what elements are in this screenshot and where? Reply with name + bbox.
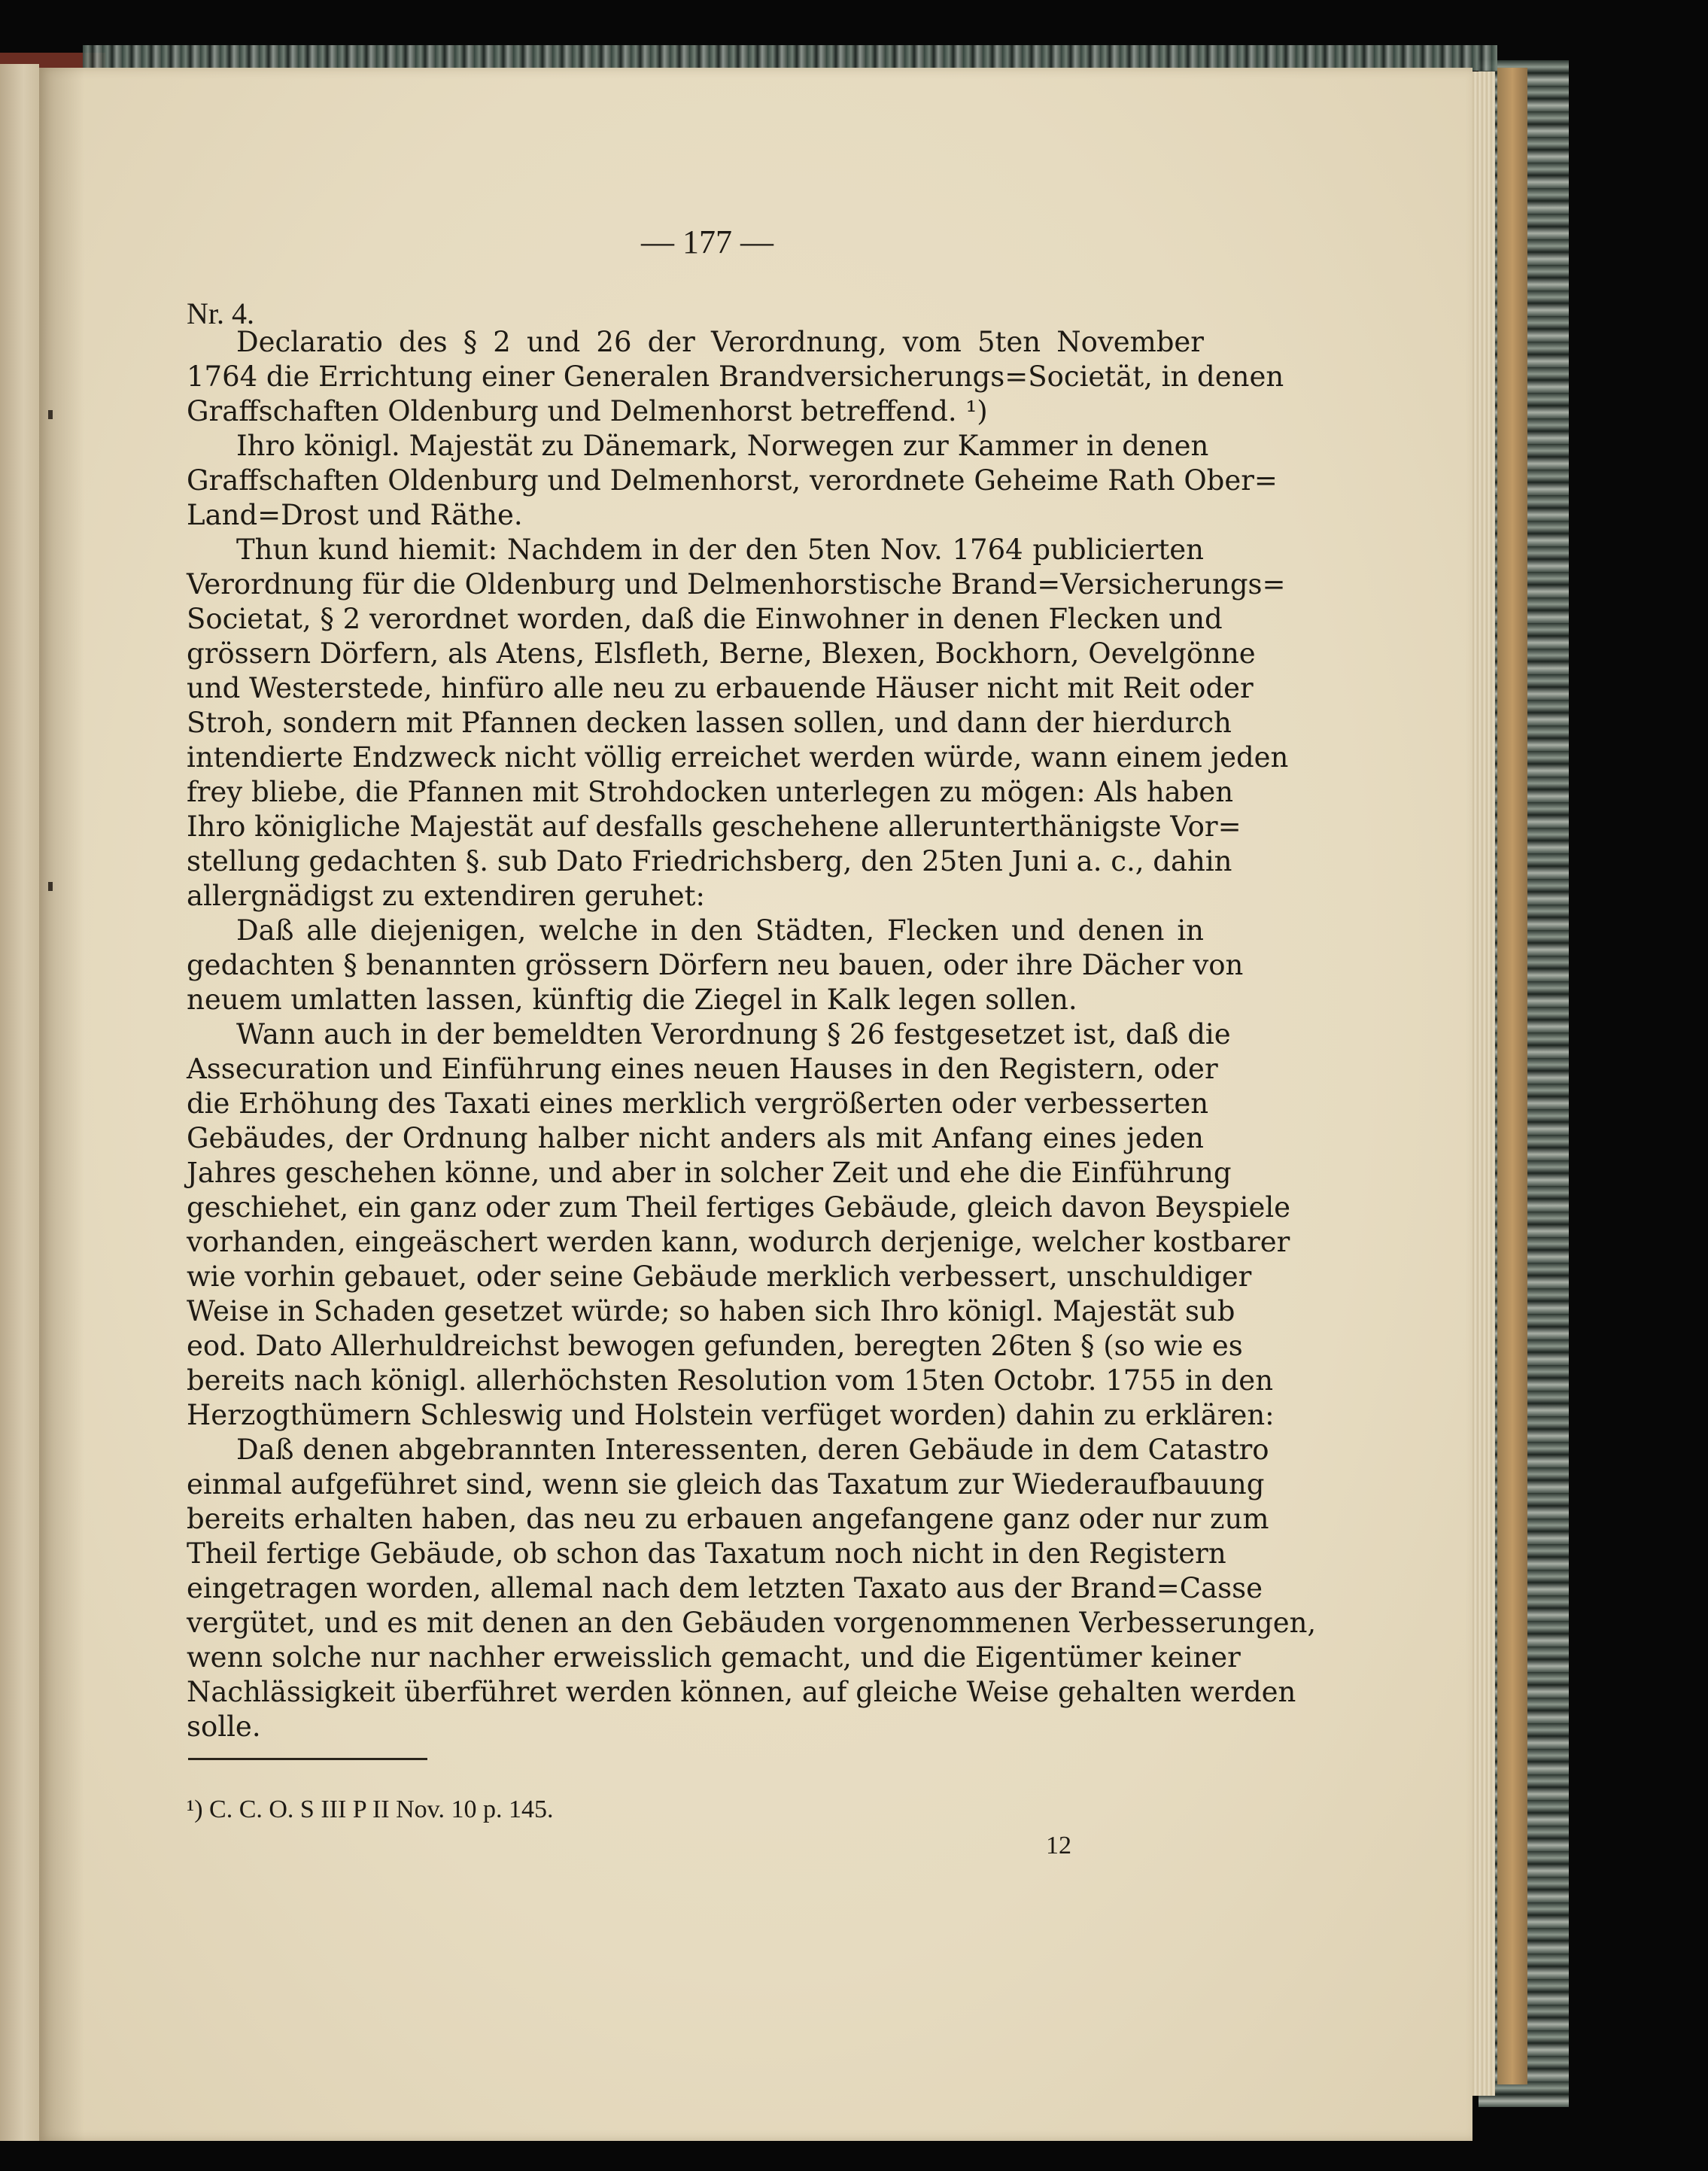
body-text	[187, 325, 1317, 1744]
text-line: neuem umlatten lassen, künftig die Ziegel in Kalk legen sollen.	[187, 984, 1077, 1016]
text-line: intendierte Endzweck nicht völlig erreichet werden würde, wann einem jeden	[187, 741, 1289, 774]
marbled-top-edge	[83, 45, 1497, 71]
text-line: Thun kund hiemit: Nachdem in der den 5ten Nov. 1764 publicierten	[236, 534, 1204, 566]
text-line: Verordnung für die Oldenburg und Delmenhorstische Brand=Versicherungs=	[187, 568, 1286, 601]
text-line: Herzogthümern Schleswig und Holstein verfüget worden) dahin zu erklären:	[187, 1399, 1275, 1431]
text-line: Theil fertige Gebäude, ob schon das Taxatum noch nicht in den Registern	[187, 1537, 1226, 1570]
text-line: Weise in Schaden gesetzet würde; so haben sich Ihro königl. Majestät sub	[187, 1295, 1235, 1327]
text-line: allergnädigst zu extendiren geruhet:	[187, 880, 705, 912]
text-line: bereits nach königl. allerhöchsten Resolution vom 15ten Octobr. 1755 in den	[187, 1364, 1274, 1397]
page-number: — 177 —	[641, 223, 773, 260]
text-line: Wann auch in der bemeldten Verordnung § 26 festgesetzet ist, daß die	[236, 1018, 1231, 1051]
cover-leather-edge	[1497, 68, 1527, 2084]
text-line: Jahres geschehen könne, und aber in solcher Zeit und ehe die Einführung	[187, 1157, 1232, 1189]
text-line: gedachten § benannten grössern Dörfern neu bauen, oder ihre Dächer von	[187, 949, 1244, 981]
text-line: solle.	[187, 1710, 261, 1743]
text-line: Assecuration und Einführung eines neuen Hauses in den Registern, oder	[187, 1053, 1218, 1085]
text-line: Gebäudes, der Ordnung halber nicht anders als mit Anfang eines jeden	[187, 1122, 1204, 1154]
text-line: Graffschaften Oldenburg und Delmenhorst, verordnete Geheime Rath Ober=	[187, 464, 1278, 497]
text-line: und Westerstede, hinfüro alle neu zu erbauende Häuser nicht mit Reit oder	[187, 672, 1254, 704]
text-line: die Erhöhung des Taxati eines merklich vergrößerten oder verbesserten	[187, 1087, 1209, 1120]
margin-mark	[48, 882, 53, 891]
text-line: Nachlässigkeit überführet werden können, auf gleiche Weise gehalten werden	[187, 1676, 1296, 1708]
text-line: bereits erhalten haben, das neu zu erbauen angefangene ganz oder nur zum	[187, 1503, 1269, 1535]
text-line: Ihro königl. Majestät zu Dänemark, Norwegen zur Kammer in denen	[236, 430, 1209, 462]
margin-mark	[48, 410, 53, 419]
text-line: Land=Drost und Räthe.	[187, 499, 523, 531]
text-line: vergütet, und es mit denen an den Gebäuden vorgenommenen Verbesserungen,	[187, 1607, 1317, 1639]
section-number: Nr. 4.	[187, 296, 254, 330]
signature-mark: 12	[1046, 1832, 1071, 1859]
text-line: wenn solche nur nachher erweisslich gemacht, und die Eigentümer keiner	[187, 1641, 1241, 1674]
text-line: vorhanden, eingeäschert werden kann, wodurch derjenige, welcher kostbarer	[187, 1226, 1290, 1258]
footnote: ¹) C. C. O. S III P II Nov. 10 p. 145.	[187, 1795, 554, 1823]
text-line: einmal aufgeführet sind, wenn sie gleich das Taxatum zur Wiederaufbauung	[187, 1468, 1265, 1501]
text-line: eingetragen worden, allemal nach dem letzten Taxato aus der Brand=Casse	[187, 1572, 1263, 1604]
text-line: Declaratio des § 2 und 26 der Verordnung, vom 5ten November	[236, 326, 1204, 358]
text-line: Graffschaften Oldenburg und Delmenhorst betreffend. ¹)	[187, 395, 988, 427]
text-line: geschiehet, ein ganz oder zum Theil fertiges Gebäude, gleich davon Beyspiele	[187, 1191, 1291, 1224]
text-line: eod. Dato Allerhuldreichst bewogen gefunden, beregten 26ten § (so wie es	[187, 1330, 1243, 1362]
text-line: stellung gedachten §. sub Dato Friedrichsberg, den 25ten Juni a. c., dahin	[187, 845, 1232, 877]
text-line: 1764 die Errichtung einer Generalen Brandversicherungs=Societät, in denen	[187, 360, 1284, 393]
text-line: wie vorhin gebauet, oder seine Gebäude merklich verbessert, unschuldiger	[187, 1260, 1252, 1293]
text-line: grössern Dörfern, als Atens, Elsfleth, Berne, Blexen, Bockhorn, Oevelgönne	[187, 637, 1256, 670]
page-stack-edge	[1471, 71, 1495, 2096]
left-facing-page	[0, 64, 39, 2141]
footnote-rule	[188, 1758, 427, 1760]
text-line: Societat, § 2 verordnet worden, daß die Einwohner in denen Flecken und	[187, 603, 1223, 635]
gutter-shadow	[39, 68, 84, 2141]
text-line: Ihro königliche Majestät auf desfalls geschehene allerunterthänigste Vor=	[187, 810, 1241, 843]
text-line: Stroh, sondern mit Pfannen decken lassen sollen, und dann der hierdurch	[187, 707, 1232, 739]
text-line: Daß alle diejenigen, welche in den Städten, Flecken und denen in	[236, 914, 1204, 947]
text-line: Daß denen abgebrannten Interessenten, deren Gebäude in dem Catastro	[236, 1434, 1269, 1466]
text-line: frey bliebe, die Pfannen mit Strohdocken unterlegen zu mögen: Als haben	[187, 776, 1234, 808]
